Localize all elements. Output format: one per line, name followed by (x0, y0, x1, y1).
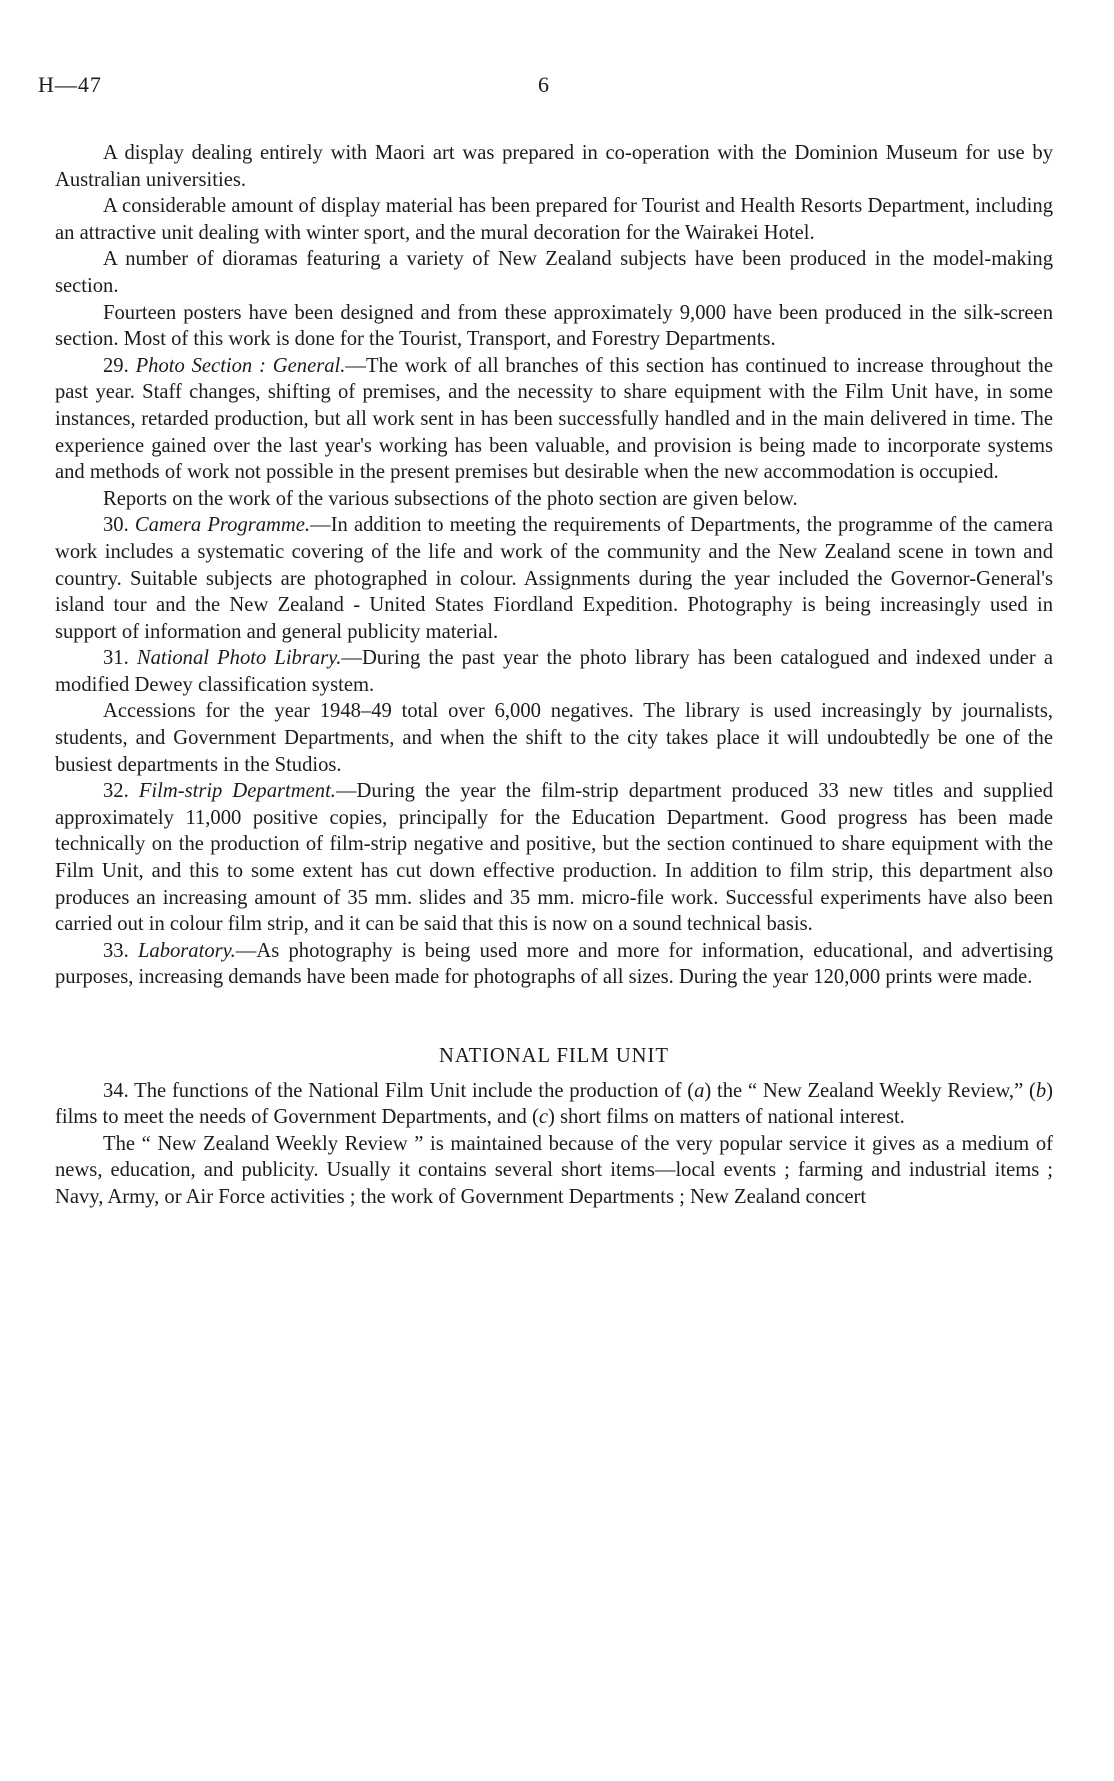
paragraph-30-camera-programme (55, 512, 1053, 645)
paragraph-reports: Reports on the work of the various subsections of the photo section are given below. (103, 487, 798, 510)
paragraph-tourist-display: A considerable amount of display material has been prepared for Tourist and Health Resorts Department, including an attractive unit dealing with winter sport, and the mural decoration for the Wairakei Hotel. (55, 195, 1053, 244)
section-heading-national-film-unit: NATIONAL FILM UNIT (438, 1045, 669, 1067)
paragraph-text: ) the “ New Zealand Weekly Review,” ( (704, 1079, 1036, 1102)
paragraph-text: —During the year the film-strip department produced 33 new titles and supplied approximately 11,000 positive copies, principally for the Education Department. Good progress has been made technically on the production of film-strip negative and positive, but the section continued to share equipment with the Film Unit, and this to some extent has cut down effective production. In addition to film strip, this department also produces an increasing amount of 35 mm. slides and 35 mm. micro-file work. Successful experiments have also been carried out in colour film strip, and it can be said that this is now on a sound technical basis. (55, 780, 1053, 936)
paragraph-weekly-review: The “ New Zealand Weekly Review ” is maintained because of the very popular service it gives as a medium of news, education, and publicity. Usually it contains several short items—local events ; farming and industrial items ; Navy, Army, or Air Force activities ; the work of Government Departments ; New Zealand concert (55, 1132, 1053, 1208)
paragraph-heading: Photo Section : General. (135, 354, 346, 377)
paragraph-heading: Camera Programme. (134, 514, 311, 537)
list-marker-b: b (1035, 1079, 1047, 1102)
paragraph-31-photo-library (55, 645, 1053, 698)
paragraph-number: 30. (103, 514, 129, 537)
paragraph-number: 29. (103, 354, 129, 377)
paragraph-posters: Fourteen posters have been designed and from these approximately 9,000 have been produced in the silk-screen section. Most of this work is done for the Tourist, Transport, and Forestry Departments. (55, 301, 1053, 351)
paragraph-heading: National Photo Library. (136, 647, 342, 670)
paragraph-29-photo-section (55, 353, 1053, 486)
page-identifier: H—47 (38, 72, 102, 97)
paragraph-32-film-strip (55, 778, 1053, 938)
paragraph-text: —During the past year the photo library has been catalogued and indexed under a modified Dewey classification system. (55, 647, 1053, 696)
paragraph-text: ) films to meet the needs of Government Departments, and ( (55, 1079, 1053, 1129)
paragraph-number: 34. (103, 1079, 129, 1102)
list-marker-c: c (538, 1106, 548, 1129)
paragraph-maori-art: A display dealing entirely with Maori art was prepared in co-operation with the Dominion Museum for use by Australian universities. (55, 142, 1053, 191)
paragraph-heading: Film-strip Department. (138, 780, 336, 803)
paragraph-text: —The work of all branches of this section has continued to increase throughout the past year. Staff changes, shifting of premises, and the necessity to share equipment with the Film Unit have, in some instances, retarded production, but all work sent in has been successfully handled and in the main delivered in time. The experience gained over the last year's working has been valuable, and provision is being made to incorporate systems and methods of work not possible in the present premises but desirable when the new accommodation is occupied. (55, 354, 1053, 484)
paragraph-34-film-unit-functions (55, 1078, 1053, 1131)
paragraph-text: —As photography is being used more and more for information, educational, and advertising purposes, increasing demands have been made for photographs of all sizes. During the year 120,000 prints were made. (55, 939, 1053, 989)
paragraph-33-laboratory (55, 938, 1053, 991)
paragraph-number: 32. (103, 780, 129, 803)
paragraph-text: The functions of the National Film Unit include the production of ( (134, 1079, 695, 1102)
paragraph-accessions: Accessions for the year 1948–49 total over 6,000 negatives. The library is used increasingly by journalists, students, and Government Departments, and when the shift to the city takes place it will undoubtedly be one of the busiest departments in the Studios. (55, 700, 1053, 776)
paragraph-text: ) short films on matters of national interest. (547, 1106, 905, 1129)
page-number: 6 (538, 72, 549, 97)
paragraph-heading: Laboratory. (137, 939, 236, 962)
list-marker-a: a (694, 1079, 705, 1102)
document-body (55, 140, 1053, 1211)
paragraph-text: —In addition to meeting the requirements of Departments, the programme of the camera work includes a systematic covering of the life and work of the community and the New Zealand scene in town and country. Suitable subjects are photographed in colour. Assignments during the year included the Governor-General's island tour and the New Zealand - United States Fiordland Expedition. Photography is being increasingly used in support of information and general publicity material. (55, 514, 1053, 643)
paragraph-number: 33. (103, 939, 129, 962)
page-header (38, 72, 1058, 102)
paragraph-number: 31. (103, 647, 129, 670)
paragraph-dioramas: A number of dioramas featuring a variety of New Zealand subjects have been produced in the model-making section. (55, 248, 1053, 297)
